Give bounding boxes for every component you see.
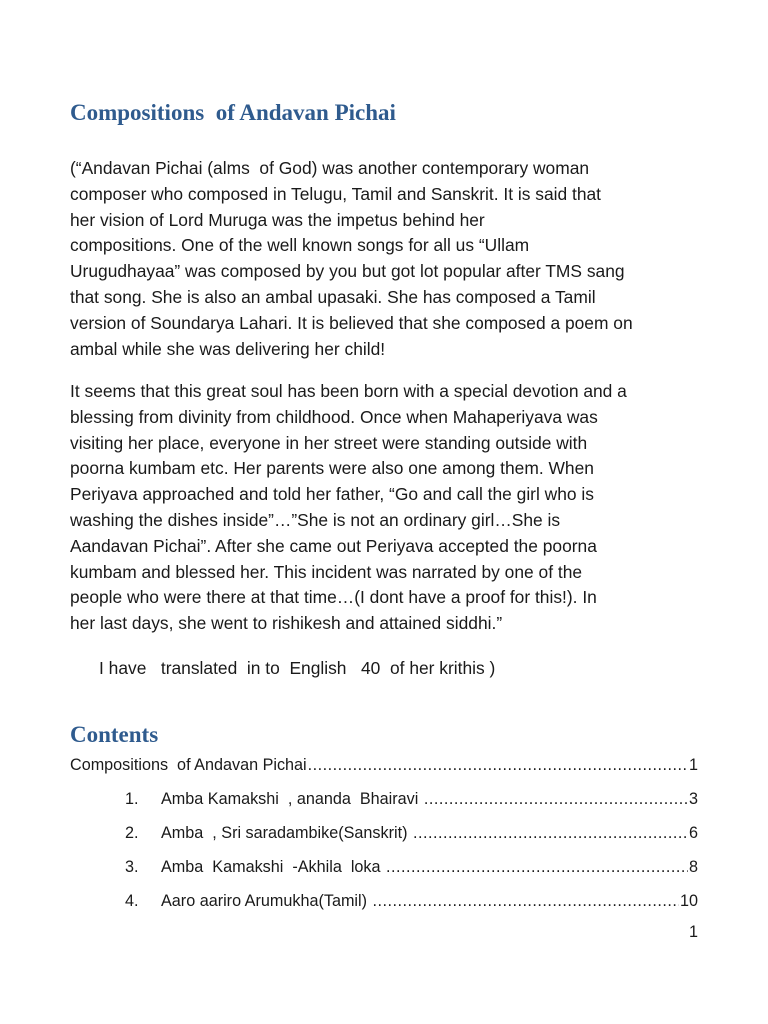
paragraph-line: Aandavan Pichai”. After she came out Periyava accepted the poorna: [70, 535, 597, 556]
contents-heading: Contents: [70, 722, 159, 747]
biography-paragraph: [70, 379, 706, 637]
toc-entry-number: 4.: [125, 892, 139, 910]
paragraph-line: her last days, she went to rishikesh and attained siddhi.”: [70, 613, 503, 634]
toc-entry-page: 3: [688, 790, 698, 808]
toc-dot-leader: [413, 822, 688, 844]
paragraph-line: blessing from divinity from childhood. Once when Mahaperiyava was: [70, 406, 598, 427]
paragraph-line: that song. She is also an ambal upasaki. She has composed a Tamil: [70, 286, 596, 307]
paragraph-line: poorna kumbam etc. Her parents were also one among them. When: [70, 458, 594, 479]
paragraph-line: ambal while she was delivering her child!: [70, 338, 386, 359]
toc-entry[interactable]: [70, 754, 698, 776]
toc-dot-leader: [373, 890, 679, 912]
toc-entry[interactable]: [125, 822, 698, 844]
paragraph-line: It seems that this great soul has been born with a special devotion and a: [70, 381, 627, 401]
paragraph-line: (“Andavan Pichai (alms of God) was another contemporary woman: [70, 158, 590, 178]
toc-entry-title: Compositions of Andavan Pichai: [70, 756, 307, 774]
translation-note: I have translated in to English 40 of her krithis ): [99, 658, 496, 678]
paragraph-line: Periyava approached and told her father, “Go and call the girl who is: [70, 484, 594, 505]
toc-entry-title: Amba Kamakshi , ananda Bhairavi: [161, 790, 423, 808]
toc-entry-page: 6: [688, 824, 698, 842]
toc-dot-leader: [386, 856, 688, 878]
toc-entry-number: 2.: [125, 824, 139, 842]
paragraph-line: washing the dishes inside”…”She is not an ordinary girl…She is: [70, 509, 561, 530]
toc-entry-page: 1: [688, 756, 698, 774]
paragraph-line: version of Soundarya Lahari. It is believed that she composed a poem on: [70, 312, 633, 333]
toc-dot-leader: [424, 788, 688, 810]
toc-entry-title: Amba , Sri saradambike(Sanskrit): [161, 824, 412, 842]
page-number: 1: [688, 923, 698, 941]
toc-entry-page: 10: [679, 892, 698, 910]
intro-paragraph: [70, 156, 706, 362]
toc-entry-number: 1.: [125, 790, 139, 808]
toc-entry[interactable]: [125, 788, 698, 810]
toc-entry-page: 8: [688, 858, 698, 876]
toc-entry-number: 3.: [125, 858, 139, 876]
toc-entry[interactable]: [125, 890, 698, 912]
document-title: Compositions of Andavan Pichai: [70, 100, 396, 125]
paragraph-line: composer who composed in Telugu, Tamil and Sanskrit. It is said that: [70, 183, 602, 204]
toc-dot-leader: [308, 754, 688, 776]
toc-entry[interactable]: [125, 856, 698, 878]
toc-entry-title: Aaro aariro Arumukha(Tamil): [161, 892, 372, 910]
paragraph-line: people who were there at that time…(I dont have a proof for this!). In: [70, 587, 597, 608]
paragraph-line: compositions. One of the well known songs for all us “Ullam: [70, 235, 530, 256]
paragraph-line: kumbam and blessed her. This incident was narrated by one of the: [70, 561, 583, 582]
paragraph-line: her vision of Lord Muruga was the impetus behind her: [70, 209, 485, 230]
paragraph-line: Urugudhayaa” was composed by you but got lot popular after TMS sang: [70, 261, 625, 282]
toc-entry-title: Amba Kamakshi -Akhila loka: [161, 858, 386, 876]
paragraph-line: visiting her place, everyone in her street were standing outside with: [70, 432, 588, 453]
